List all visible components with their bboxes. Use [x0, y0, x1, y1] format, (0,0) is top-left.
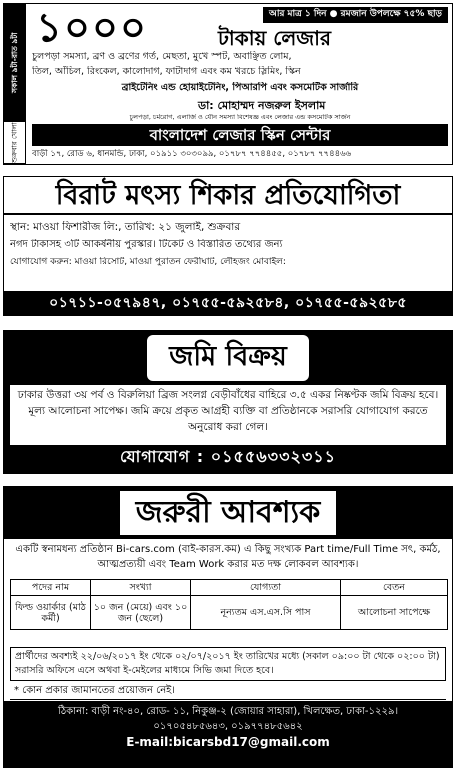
job-ad-phones: ০১৭০৫৪৮৫৬৪৩, ০১৯৭৭৪৮৫৬৪২ — [153, 720, 303, 732]
land-ad-title: জমি বিক্রয় — [147, 335, 309, 381]
fishing-ad-venue-date: স্থান: মাওয়া ফিশারীজ লি:, তারিখ: ২১ জুলাই, শুক্রবার — [10, 221, 241, 233]
laser-ad-specialty: চুলপড়া, চর্মরোগ, এলার্জি ও যৌন সমস্যা বিশেষজ্ঞ এবং লেজার এন্ড কসমেটিক সার্জন — [129, 114, 351, 121]
job-ad-footer — [4, 701, 452, 767]
job-ad-apply-note: প্রার্থীদের অবশ্যই ২২/০৬/২০১৭ ইং থেকে ০২/০৭/২০১৭ ইং তারিখের মধ্যে (সকাল ০৯:০০ টা থেকে ০২:০০ টা) সরাসরি অফিসে এসে অথবা ই-মেইলের মাধ্যমে সিভি জমা দিতে হবে। — [10, 647, 446, 681]
urgent-hiring-ad — [3, 486, 453, 768]
laser-ad-doctor-name: ডা: মোহাম্মদ নজরুল ইসলাম — [198, 99, 326, 112]
table-cell-position: ফিল্ড ওয়ার্কার (মাঠ কর্মী) — [11, 596, 91, 630]
job-ad-email: E-mail:bicarsbd17@gmail.com — [126, 735, 330, 749]
laser-ad-offer-banner: আর মাত্র ১ দিন ● রমজান উপলক্ষে ৭৫% ছাড় — [263, 7, 448, 23]
table-row — [11, 596, 448, 630]
laser-clinic-ad — [3, 3, 453, 165]
table-header: বেতন — [341, 580, 448, 596]
laser-ad-side-strip — [4, 4, 26, 164]
fishing-ad-title: বিরাট মৎস্য শিকার প্রতিযোগিতা — [4, 177, 452, 215]
table-header: পদের নাম — [11, 580, 91, 596]
laser-ad-hours: সকাল ৯টা-রাত ৯টা — [4, 4, 25, 122]
fishing-competition-ad — [3, 176, 453, 316]
laser-ad-price-number: ১০০০ — [36, 4, 148, 51]
job-ad-title: জরুরী আবশ্যক — [120, 491, 337, 535]
land-ad-body: ঢাকার উত্তরা ৩য় পর্ব ও বিরুলিয়া ব্রিজ সংলগ্ন বেড়ীবাঁধের বাহিরে ৩.৫ একর নিষ্কণ্টক জমি বিক্রয় হবে। মূল্য আলোচনা সাপেক্ষ। জমি ক্রয়ে প্রকৃত আগ্রহী ব্যক্তি বা প্রতিষ্ঠানকে সরাসরি যোগাযোগ করতে অনুরোধ করা গেল। — [10, 385, 446, 445]
job-ad-title-bar — [4, 487, 452, 539]
laser-ad-services-line-1: চুলপড়া সমস্যা, ব্রণ ও ব্রণের গর্ত, মেছতা, মুখে স্পট, অবাঞ্ছিত লোম, — [32, 51, 292, 62]
table-header-row — [11, 580, 448, 596]
table-header: যোগ্যতা — [191, 580, 341, 596]
laser-ad-address: বাড়ী ১৭, রোড ৬, ধানমন্ডি, ঢাকা, ০১৯১১ ৩০৩০৯৯, ০১৭৮৭ ৭৭৪৪৫৫, ০১৭৮৭ ৭৭৪৪৬৬ — [32, 149, 352, 159]
table-cell-salary: আলোচনা সাপেক্ষে — [341, 596, 448, 630]
laser-ad-services-line-2: তিল, আঁচিল, রিংকেল, কালোদাগ, ফাটাদাগ এবং কম খরচে স্লিমিং, স্কিন — [32, 66, 301, 77]
job-ad-no-deposit-note: * কোন প্রকার জামানতের প্রয়োজন নেই। — [10, 683, 446, 700]
fishing-ad-contact-info: যোগাযোগ করুন: মাওয়া রিসোর্ট, মাওয়া পুরাতন ফেরীঘাট, লৌহজং মোবাইল: — [10, 257, 286, 267]
job-ad-address: ঠিকানা: বাড়ী নং-৪০, রোড- ১১, নিকুঞ্জ-২ (জোয়ার সাহারা), খিলক্ষেত, ঢাকা-১২২৯। — [57, 706, 399, 717]
land-ad-contact: যোগাযোগ : ০১৫৫৬৩৩২৩১১ — [119, 447, 337, 466]
laser-ad-center-name: বাংলাদেশ লেজার স্কিন সেন্টার — [32, 124, 448, 146]
table-cell-count: ১০ জন (মেয়ে) এবং ১০ জন (ছেলে) — [91, 596, 191, 630]
table-header: সংখ্যা — [91, 580, 191, 596]
fishing-ad-phone-numbers: ০১৭১১-০৫৭৯৪৭, ০১৭৫৫-৫৯২৫৮৪, ০১৭৫৫-৫৯২৫৮৫ — [4, 291, 452, 315]
laser-ad-services-line-3: ব্রাইটেনিং এন্ড হোয়াইটেনিং, পিআরপি এবং কসমেটিক সার্জারি — [121, 82, 359, 93]
laser-ad-friday-open: শুক্রবার খোলা — [4, 122, 25, 164]
job-ad-intro: একটি স্বনামধন্য প্রতিষ্ঠান Bi-cars.com (বাই-কারস.কম) এ কিছু সংখ্যক Part time/Full Time সৎ, কর্মঠ, আত্মপ্রত্যয়ী এবং Team Work করার মত দক্ষ লোকবল আবশ্যক। — [15, 544, 441, 570]
fishing-ad-prizes: নগদ টাকাসহ ৩টি আকর্ষনীয় পুরস্কার। টিকেট ও বিস্তারিত তথ্যের জন্য — [10, 239, 283, 250]
land-sale-ad — [3, 330, 453, 474]
table-cell-qualification: নূন্যতম এস.এস.সি পাস — [191, 596, 341, 630]
laser-ad-headline: টাকায় লেজার — [218, 26, 331, 50]
job-ad-table — [10, 579, 448, 630]
